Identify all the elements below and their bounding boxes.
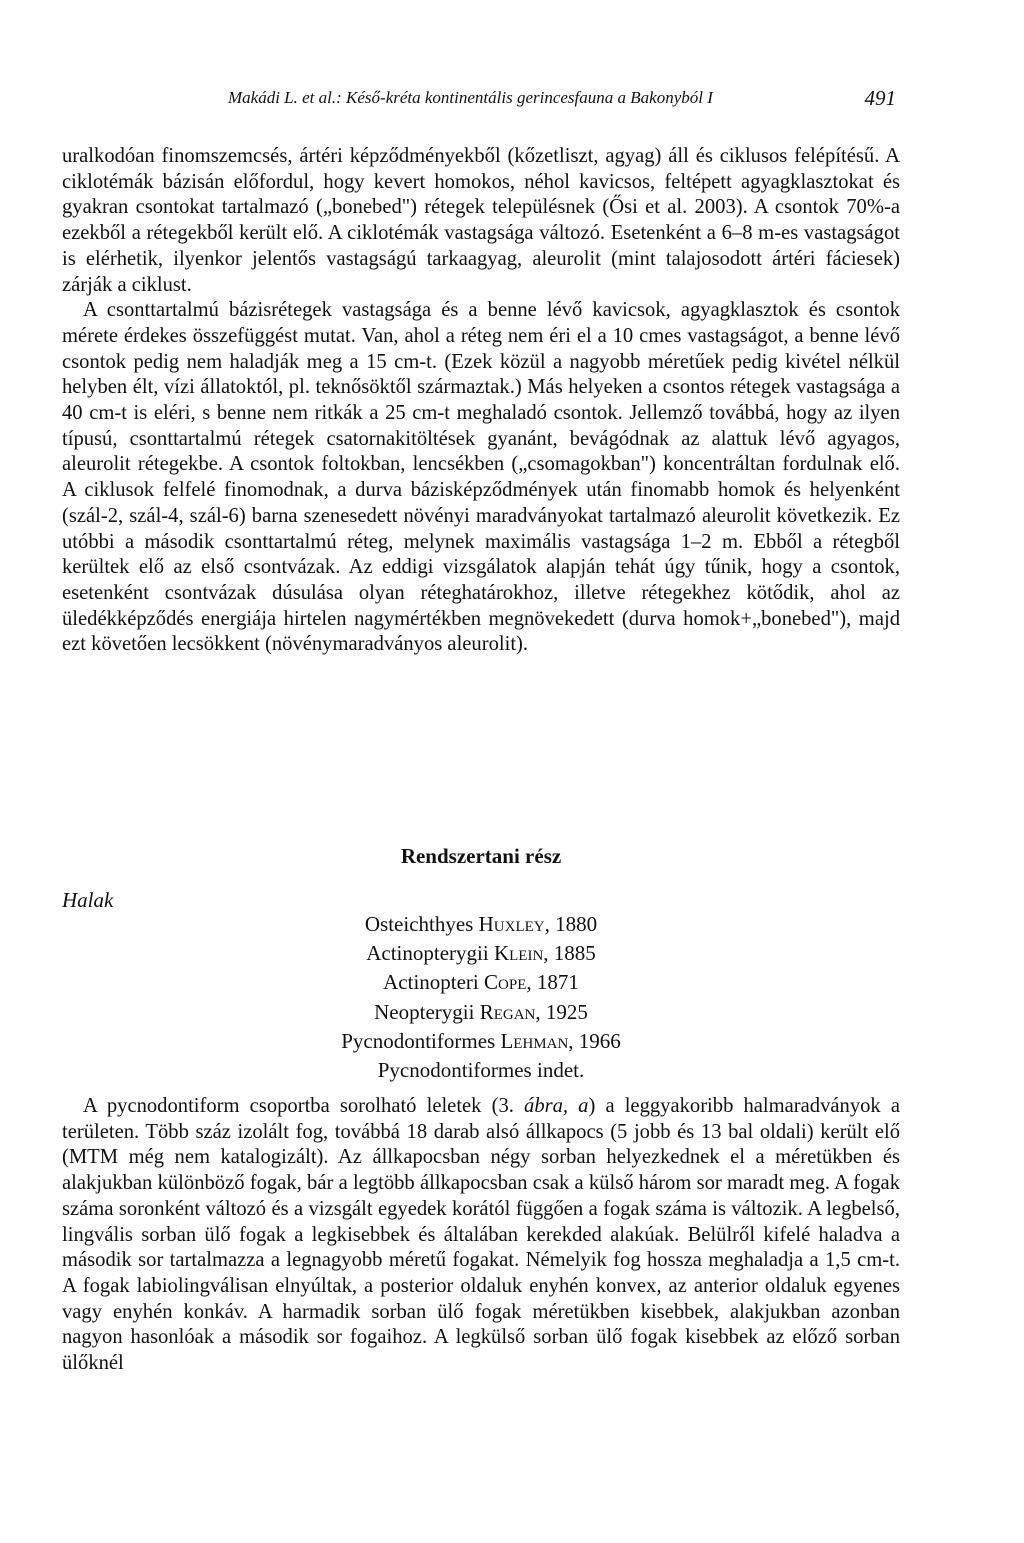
taxon-line <box>62 1056 900 1085</box>
taxon-year: , 1880 <box>544 912 598 936</box>
taxon-name: Actinopteri <box>383 970 479 995</box>
body-text-block-1 <box>62 144 900 658</box>
taxon-author: Lehman <box>500 1028 569 1053</box>
taxon-line <box>62 1027 900 1056</box>
taxon-name: Neopterygii <box>374 999 475 1024</box>
taxon-name: Actinopterygii <box>366 941 489 966</box>
taxon-author: Huxley <box>478 912 545 936</box>
page-number: 491 <box>864 86 896 110</box>
running-header <box>62 84 896 112</box>
figure-reference: ábra, a <box>524 1095 589 1117</box>
taxon-author: Regan <box>479 999 536 1024</box>
taxonomy-list <box>62 910 900 1085</box>
taxon-author: Cope <box>484 970 527 995</box>
taxon-author: Klein <box>493 941 544 966</box>
taxon-line <box>62 910 900 939</box>
taxon-year: , 1871 <box>526 970 579 995</box>
paragraph: uralkodóan finomszemcsés, ártéri képződményekből (kőzetliszt, agyag) áll és ciklusos felépítésű. A ciklotémák bázisán előfordul, hogy kevert homokos, néhol kavicsos, feltépett agyagklasztokat és gyakran csontokat tartalmazó („bonebed") rétegek településnek (Ősi et al. 2003). A csontok 70%-a ezekből a rétegekből került elő. A ciklotémák vastagsága változó. Esetenként a 6–8 m-es vastagságot is elérhetik, ilyenkor jelentős vastagságú tarkaagyag, aleurolit (mint talajosodott ártéri fáciesek) zárják a ciklust. <box>62 145 900 296</box>
taxon-year: , 1966 <box>568 1028 621 1053</box>
taxon-line <box>62 968 900 997</box>
taxon-name: Pycnodontiformes indet. <box>377 1058 585 1083</box>
taxon-year: , 1925 <box>535 999 588 1024</box>
paragraph <box>62 1094 900 1377</box>
subsection-label: Halak <box>62 888 114 912</box>
taxon-line <box>62 939 900 968</box>
section-title: Rendszertani rész <box>400 844 562 868</box>
taxon-line <box>62 998 900 1027</box>
taxon-year: , 1885 <box>543 941 596 966</box>
paragraph-text: A pycnodontiform csoportba sorolható leletek (3. <box>83 1095 525 1117</box>
paragraph-text: ) a leggyakoribb halmaradványok a területen. Több száz izolált fog, továbbá 18 darab alsó állkapocs (5 jobb és 13 bal oldali) került elő (MTM még nem katalogizált). Az állkapocsban négy sorban helyezkednek el a méretükben és alakjukban különböző fogak, bár a legtöbb állkapocsban csak a külső három sor maradt meg. A fogak száma soronként változó és a vizsgált egyedek korától függően a fogak száma is változik. A legbelső, lingvális sorban ülő fogak a legkisebbek és általában kerekded alakúak. Belülről kifelé haladva a második sor tartalmazza a legnagyobb méretű fogakat. Némelyik fog hossza meghaladja a 1,5 cm-t. A fogak labiolingválisan elnyúltak, a posterior oldaluk enyhén konvex, az anterior oldaluk egyenes vagy enyhén konkáv. A harmadik sorban ülő fogak méretükben kisebbek, alakjukban azonban nagyon hasonlóak a második sor fogaihoz. A legkülső sorban ülő fogak kisebbek az előző sorban ülőknél <box>62 1095 900 1375</box>
running-head-text: Makádi L. et al.: Késő-kréta kontinentális gerincesfauna a Bakonyból I <box>228 88 713 107</box>
taxon-name: Pycnodontiformes <box>341 1028 496 1053</box>
body-text-block-2 <box>62 1094 900 1377</box>
taxon-name: Osteichthyes <box>364 912 474 936</box>
paragraph: A csonttartalmú bázisrétegek vastagsága és a benne lévő kavicsok, agyagklasztok és csontok mérete érdekes összefüggést mutat. Van, ahol a réteg nem éri el a 10 cmes vastagságot, a benne lévő csontok pedig nem haladják meg a 15 cm-t. (Ezek közül a nagyobb méretűek pedig kivétel nélkül helyben élt, vízi állatoktól, pl. teknősöktől származtak.) Más helyeken a csontos rétegek vastagsága a 40 cm-t is eléri, s benne nem ritkák a 25 cm-t meghaladó csontok. Jellemző továbbá, hogy az ilyen típusú, csonttartalmú rétegek csatornakitöltések gyanánt, bevágódnak az alattuk lévő agyagos, aleurolit rétegekbe. A csontok foltokban, lencsékben („csomagokban") koncentráltan fordulnak elő. A ciklusok felfelé finomodnak, a durva bázisképződmények után finomabb homok és helyenként (szál-2, szál-4, szál-6) barna szenesedett növényi maradványokat tartalmazó aleurolit következik. Ez utóbbi a második csonttartalmú réteg, melynek maximális vastagsága 1–2 m. Ebből a rétegből kerültek elő az első csontvázak. Az eddigi vizsgálatok alapján tehát úgy tűnik, hogy a csontok, esetenként csontvázak dúsulása olyan réteghatárokhoz, illetve rétegekhez kötődik, ahol az üledékképződés energiája hirtelen nagymértékben megnövekedett (durva homok+„bonebed"), majd ezt követően lecsökkent (növénymaradványos aleurolit). <box>62 299 900 656</box>
